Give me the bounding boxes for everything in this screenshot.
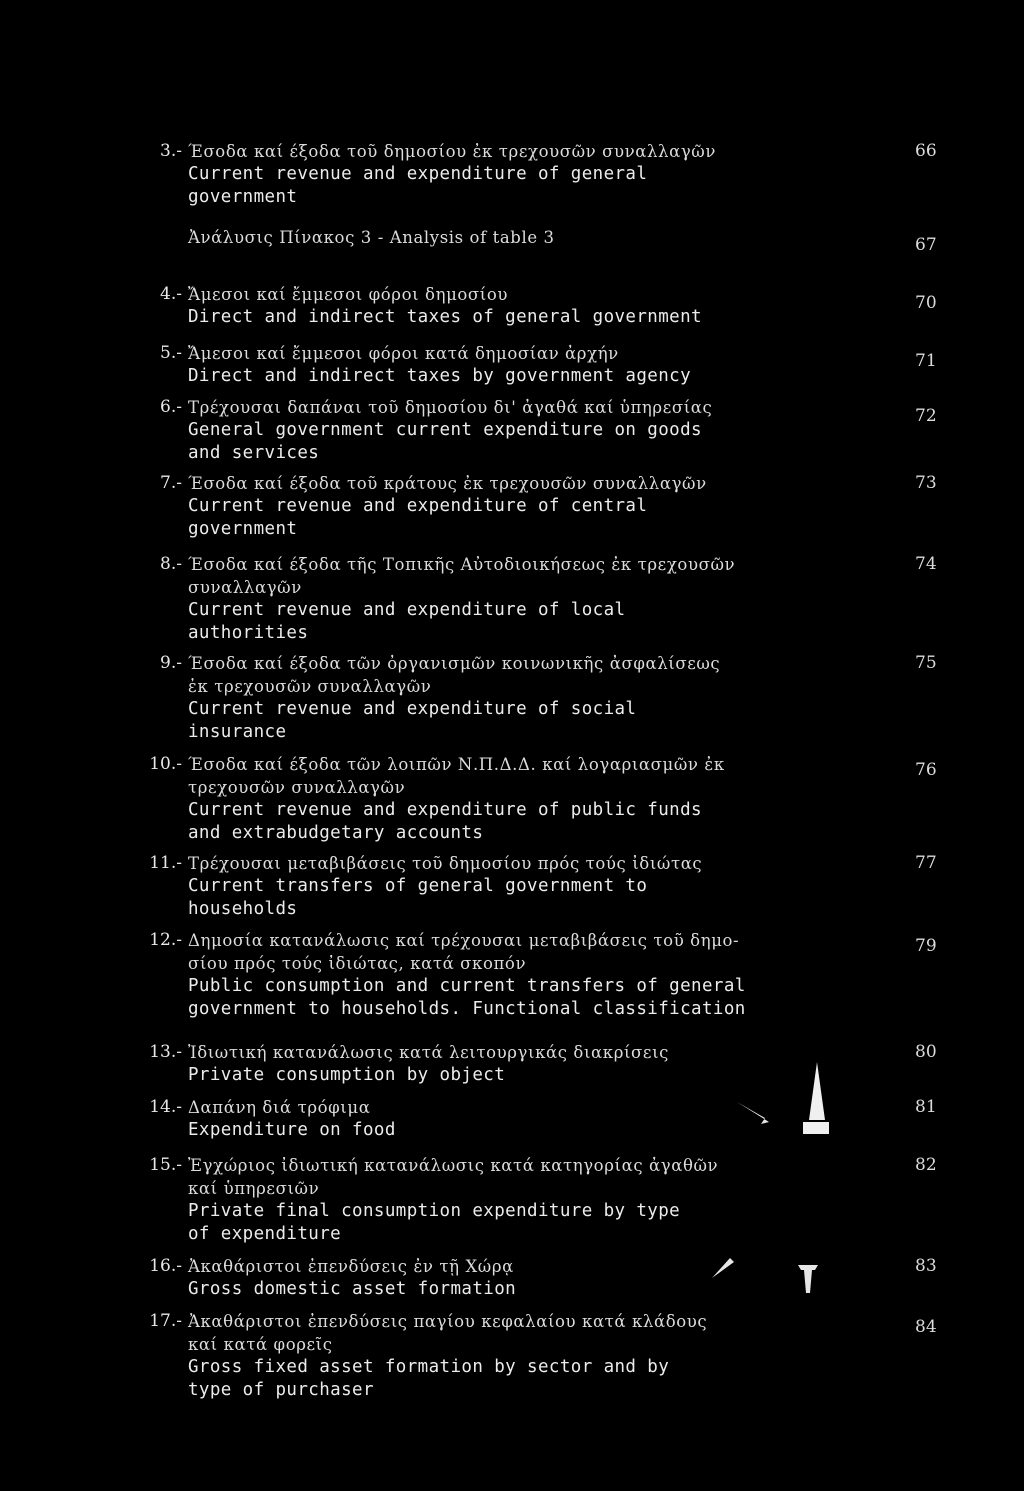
- english-title: Expenditure on food: [188, 1120, 396, 1140]
- entry-number: 8.-: [160, 554, 182, 574]
- english-title: Current revenue and expenditure of public funds: [188, 800, 702, 820]
- greek-title: Τρέχουσαι δαπάναι τοῦ δημοσίου δι' ἀγαθά καί ὑπηρεσίας: [188, 398, 713, 417]
- greek-title: Έσοδα καί έξοδα τῶν ὀργανισμῶν κοινωνικῆς ἀσφαλίσεως: [188, 654, 721, 673]
- page-number: 73: [915, 473, 937, 493]
- entry-number: 3.-: [160, 141, 182, 161]
- entry-number: 10.-: [149, 754, 182, 774]
- page-number: 77: [915, 853, 937, 873]
- page-number: 81: [915, 1097, 937, 1117]
- greek-title: Τρέχουσαι μεταβιβάσεις τοῦ δημοσίου πρός τούς ἰδιώτας: [188, 854, 703, 873]
- english-title: Private consumption by object: [188, 1065, 506, 1085]
- english-title: government: [188, 519, 298, 539]
- entry-number: 9.-: [160, 653, 182, 673]
- english-title: government: [188, 187, 298, 207]
- entry-number: 6.-: [160, 397, 182, 417]
- english-title: Gross domestic asset formation: [188, 1279, 517, 1299]
- greek-title: τρεχουσῶν συναλλαγῶν: [188, 778, 406, 797]
- page-number: 71: [915, 351, 937, 371]
- english-title: type of purchaser: [188, 1380, 374, 1400]
- page-number: 67: [915, 235, 937, 255]
- page-number: 79: [915, 936, 937, 956]
- english-title: of expenditure: [188, 1224, 342, 1244]
- page-number: 72: [915, 406, 937, 426]
- entry-number: 15.-: [149, 1155, 182, 1175]
- greek-title: Ἀκαθάριστοι ἐπενδύσεις παγίου κεφαλαίου κατά κλάδους: [188, 1312, 708, 1331]
- english-title: Gross fixed asset formation by sector and by: [188, 1357, 670, 1377]
- entry-number: 14.-: [149, 1097, 182, 1117]
- greek-title: Έσοδα καί έξοδα τῶν λοιπῶν Ν.Π.Δ.Δ. καί λογαριασμῶν ἐκ: [188, 755, 725, 774]
- greek-title: καί ὑπηρεσιῶν: [188, 1179, 320, 1198]
- english-title: General government current expenditure on goods: [188, 420, 702, 440]
- greek-title: Δημοσία κατανάλωσις καί τρέχουσαι μεταβιβάσεις τοῦ δημο-: [188, 931, 740, 950]
- english-title: authorities: [188, 623, 309, 643]
- english-title: Current transfers of general government to: [188, 876, 648, 896]
- english-title: Public consumption and current transfers of general: [188, 976, 746, 996]
- greek-title: σίου πρός τούς ἰδιώτας, κατά σκοπόν: [188, 954, 527, 973]
- pen-mark: [708, 1252, 738, 1282]
- english-title: Current revenue and expenditure of central: [188, 496, 648, 516]
- greek-title: συναλλαγῶν: [188, 578, 302, 597]
- english-title: and services: [188, 443, 320, 463]
- english-title: and extrabudgetary accounts: [188, 823, 484, 843]
- page-number: 83: [915, 1256, 937, 1276]
- english-title: insurance: [188, 722, 287, 742]
- entry-number: 16.-: [149, 1256, 182, 1276]
- page-number: 76: [915, 760, 937, 780]
- english-title: Current revenue and expenditure of local: [188, 600, 626, 620]
- page-number: 82: [915, 1155, 937, 1175]
- page-number: 66: [915, 141, 937, 161]
- english-title: Direct and indirect taxes by government agency: [188, 366, 692, 386]
- page-number: 70: [915, 293, 937, 313]
- greek-title: Ἐγχώριος ἰδιωτική κατανάλωσις κατά κατηγορίας ἀγαθῶν: [188, 1156, 719, 1175]
- entry-number: 7.-: [160, 473, 182, 493]
- entry-number: 13.-: [149, 1042, 182, 1062]
- english-title: Current revenue and expenditure of social: [188, 699, 637, 719]
- english-title: Private final consumption expenditure by type: [188, 1201, 681, 1221]
- page-number: 74: [915, 554, 937, 574]
- english-title: Current revenue and expenditure of general: [188, 164, 648, 184]
- greek-title: ἐκ τρεχουσῶν συναλλαγῶν: [188, 677, 432, 696]
- pen-mark: [795, 1060, 835, 1140]
- page-number: 84: [915, 1317, 937, 1337]
- greek-title: Ἀκαθάριστοι ἐπενδύσεις ἐν τῇ Χώρᾳ: [188, 1257, 514, 1276]
- page-number: 75: [915, 653, 937, 673]
- greek-title: Ἰδιωτική κατανάλωσις κατά λειτουργικάς διακρίσεις: [188, 1043, 669, 1062]
- english-title: Direct and indirect taxes of general government: [188, 307, 702, 327]
- greek-title: Έσοδα καί έξοδα τοῦ κράτους ἐκ τρεχουσῶν συναλλαγῶν: [188, 474, 707, 493]
- entry-number: 4.-: [160, 284, 182, 304]
- greek-title: Ἄμεσοι καί ἔμμεσοι φόροι κατά δημοσίαν ἀρχήν: [188, 344, 619, 363]
- greek-title: Δαπάνη διά τρόφιμα: [188, 1098, 371, 1117]
- page-number: 80: [915, 1042, 937, 1062]
- greek-title: Ἀνάλυσις Πίνακος 3 - Analysis of table 3: [188, 228, 555, 247]
- entry-number: 12.-: [149, 930, 182, 950]
- entry-number: 11.-: [149, 853, 182, 873]
- english-title: households: [188, 899, 298, 919]
- english-title: government to households. Functional classification: [188, 999, 746, 1019]
- greek-title: καί κατά φορεῖς: [188, 1335, 333, 1354]
- entry-number: 17.-: [149, 1311, 182, 1331]
- greek-title: Έσοδα καί έξοδα τῆς Τοπικῆς Αὐτοδιοικήσεως ἐκ τρεχουσῶν: [188, 555, 736, 574]
- pen-mark: [795, 1262, 821, 1296]
- greek-title: Έσοδα καί έξοδα τοῦ δημοσίου ἐκ τρεχουσῶν συναλλαγῶν: [188, 142, 716, 161]
- greek-title: Ἄμεσοι καί ἔμμεσοι φόροι δημοσίου: [188, 285, 509, 304]
- entry-number: 5.-: [160, 343, 182, 363]
- pen-mark: [735, 1098, 775, 1128]
